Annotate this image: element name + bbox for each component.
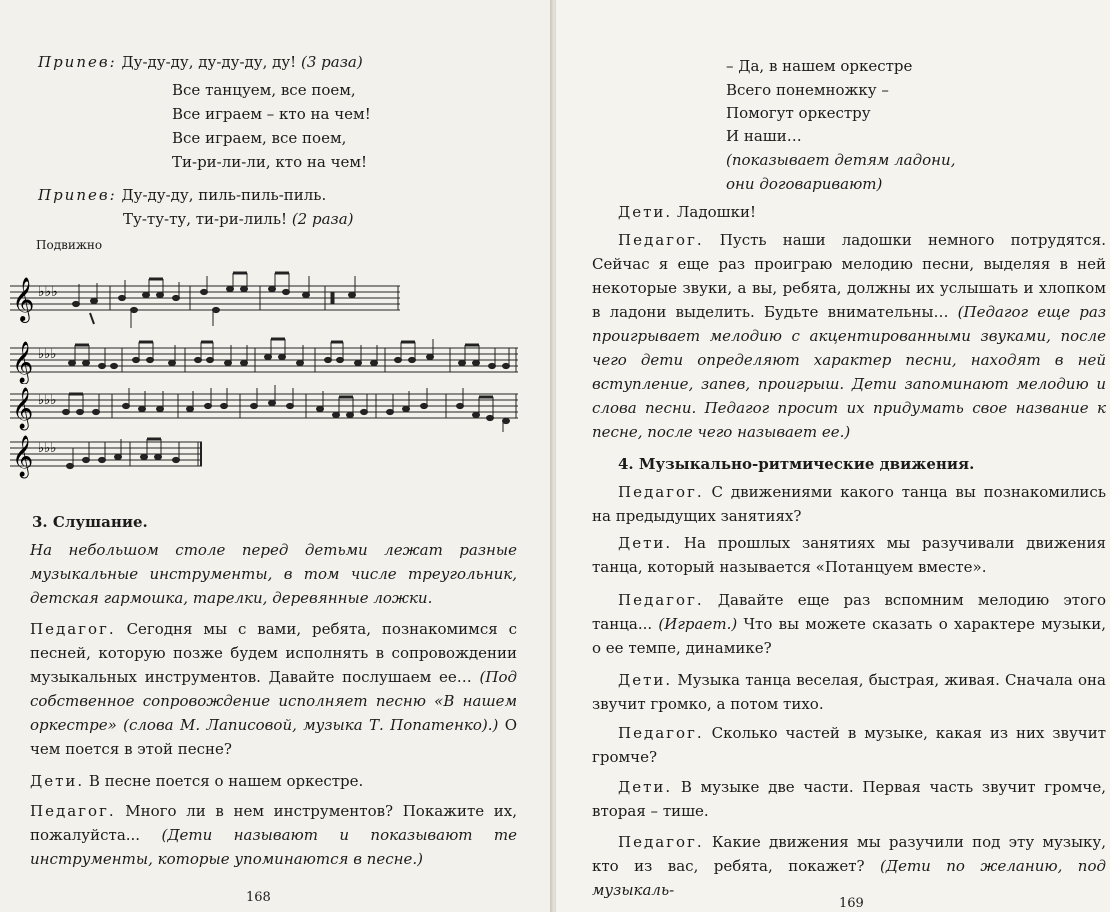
svg-text:𝄞: 𝄞	[12, 388, 34, 429]
chorus-2-label: Припев:	[38, 186, 117, 204]
svg-text:𝄞: 𝄞	[12, 436, 34, 477]
chorus-1	[38, 50, 418, 74]
dialogue-text: Сегодня мы с вами, ребята, познакомимся с песней, которую позже будем исполнять в сопровождении музыкальных инструментов. Давайте послушаем ее…	[30, 620, 517, 686]
dialogue-teacher-2	[30, 799, 517, 871]
dialogue-text: Музыка танца веселая, быстрая, живая. Сначала она звучит громко, а потом тихо.	[592, 671, 1106, 713]
speaker-teacher: Педагог.	[618, 231, 704, 249]
dialogue-teacher-6	[592, 721, 1106, 769]
svg-text:♭♭♭: ♭♭♭	[38, 441, 57, 456]
section-3-title: 3. Слушание.	[32, 513, 148, 531]
chorus-2-line-1: Ду-ду-ду, пиль-пиль-пиль.	[116, 186, 327, 204]
stage-direction: (Дети по желанию, под музыкаль-	[592, 857, 1106, 899]
speaker-children: Дети.	[30, 772, 85, 790]
svg-text:♭♭♭: ♭♭♭	[38, 284, 58, 300]
stage-direction: (Играет.)	[658, 615, 738, 633]
verse-line-2: Все играем – кто на чем!	[172, 105, 371, 123]
page-number-right: 169	[839, 896, 864, 911]
chorus-2-note: (2 раза)	[291, 210, 354, 228]
speaker-teacher: Педагог.	[618, 833, 704, 851]
chorus-1-label: Припев:	[38, 53, 117, 71]
music-staff-1	[10, 270, 402, 332]
dialogue-teacher-3	[592, 228, 1106, 444]
poem-stage-1-text: (показывает детям ладони,	[726, 151, 956, 169]
left-page	[0, 0, 552, 912]
poem-line-3: Помогут оркестру	[726, 104, 871, 122]
dialogue-text: Много ли в нем инструментов? Покажите их, пожалуйста...	[30, 802, 517, 844]
chorus-1-note: (3 раза)	[300, 53, 363, 71]
dialogue-text: Пусть наши ладошки немного потрудятся. Сейчас я еще раз проиграю мелодию песни, выделяя в ней некоторые звуки, а вы, ребята, должны их услышать и хлопком в ладони выделить. Будьте внимательны…	[592, 231, 1106, 321]
speaker-children: Дети.	[618, 534, 673, 552]
speaker-children: Дети.	[618, 778, 673, 796]
dialogue-teacher-7	[592, 830, 1106, 902]
dialogue-text: В песне поется о нашем оркестре.	[84, 772, 364, 790]
speaker-teacher: Педагог.	[618, 483, 704, 501]
speaker-teacher: Педагог.	[618, 724, 704, 742]
dialogue-teacher-5	[592, 588, 1106, 660]
svg-text:♭♭♭: ♭♭♭	[38, 393, 57, 408]
dialogue-teacher-1	[30, 617, 517, 761]
dialogue-text: Ладошки!	[672, 203, 756, 221]
poem-line-1: – Да, в нашем оркестре	[726, 57, 913, 75]
chorus-1-text: Ду-ду-ду, ду-ду-ду, ду!	[116, 53, 301, 71]
page-number-left: 168	[246, 890, 271, 905]
speaker-teacher: Педагог.	[30, 620, 116, 638]
dialogue-text: Сколько частей в музыке, какая из них звучит громче?	[592, 724, 1106, 766]
dialogue-text-2: О чем поется в этой песне?	[30, 716, 517, 758]
dialogue-children-1	[30, 769, 517, 793]
section-4-title: 4. Музыкально-ритмические движения.	[618, 455, 975, 473]
chorus-2-line-2: Ту-ту-ту, ти-ри-лиль!	[123, 210, 292, 228]
music-staff-3	[10, 380, 520, 434]
verse-line-4: Ти-ри-ли-ли, кто на чем!	[172, 153, 368, 171]
poem-stage-2-text: они договаривают)	[726, 175, 883, 193]
right-page	[556, 0, 1110, 912]
dialogue-text: С движениями какого танца вы познакомились на предыдущих занятиях?	[592, 483, 1106, 525]
dialogue-children-2	[618, 200, 1104, 224]
section-3-intro	[30, 538, 517, 610]
svg-text:𝄞: 𝄞	[12, 342, 34, 383]
poem-line-4: И наши…	[726, 127, 802, 145]
dialogue-text: Давайте еще раз вспомним мелодию этого танца...	[592, 591, 1106, 633]
speaker-children: Дети.	[618, 671, 673, 689]
chorus-2	[38, 183, 438, 231]
stage-direction: (Дети называют и показывают те инструменты, которые упоминаются в песне.)	[30, 826, 518, 868]
dialogue-text: В музыке две части. Первая часть звучит громче, вторая – тише.	[592, 778, 1106, 820]
verse-line-1: Все танцуем, все поем,	[172, 81, 356, 99]
stage-direction: (Педагог еще раз проигрывает мелодию с акцентированными звуками, после чего дети определяют характер песни, находят в ней вступление, запев, проигрыш. Дети запоминают мелодию и слова песни. Педагог просит их придумать свое название к песне, после чего называет ее.)	[592, 303, 1106, 441]
speaker-teacher: Педагог.	[618, 591, 704, 609]
speaker-teacher: Педагог.	[30, 802, 116, 820]
stage-direction: (Под собственное сопровождение исполняет песню «В нашем оркестре» (слова М. Лаписовой, музыка Т. Попатенко).)	[30, 668, 517, 734]
dialogue-children-4	[592, 668, 1106, 716]
dialogue-text-2: Что вы можете сказать о характере музыки, о ее темпе, динамике?	[592, 615, 1106, 657]
tempo-marking: Подвижно	[36, 238, 103, 252]
music-staff-2	[10, 336, 520, 384]
speaker-children: Дети.	[618, 203, 673, 221]
poem-stage-1	[726, 148, 955, 172]
dialogue-text: Какие движения мы разучили под эту музыку, кто из вас, ребята, покажет?	[592, 833, 1106, 875]
poem-stage-2	[726, 172, 882, 196]
dialogue-text: На прошлых занятиях мы разучивали движения танца, который называется «Потанцуем вместе».	[592, 534, 1106, 576]
section-3-intro-text: На небольшом столе перед детьми лежат разные музыкальные инструменты, в том числе треугольник, детская гармошка, тарелки, деревянные ложки.	[30, 541, 517, 607]
svg-text:𝄞: 𝄞	[12, 277, 35, 321]
dialogue-children-5	[592, 775, 1106, 823]
verse-line-3: Все играем, все поем,	[172, 129, 347, 147]
dialogue-children-3	[592, 531, 1106, 579]
music-staff-4	[10, 432, 210, 480]
dialogue-teacher-4	[592, 480, 1106, 528]
poem-line-2: Всего понемножку –	[726, 81, 889, 99]
svg-text:♭♭♭: ♭♭♭	[38, 347, 57, 362]
